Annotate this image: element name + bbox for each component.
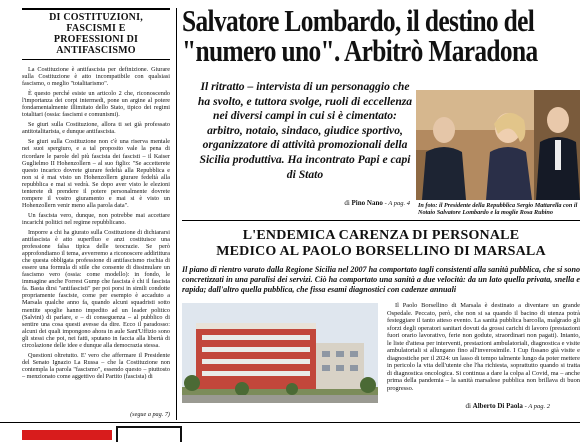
byline-author: Pino Nano [351,199,383,207]
left-paragraph: Questioni oltretutto. E' vero che affermare il Presidente del Senato Ignazio La Russa – che la Costituzione non contempla la parola "fascismo", essendo questo – piuttosto – menzionato come aggettivo del Partito (fascista) di [22,351,170,380]
byline-author: Alberto Di Paola [472,402,523,410]
left-heading-line: FASCISMI E [66,23,126,34]
hospital-illustration [182,303,378,403]
left-paragraph: Se giuri sulla Costituzione, allora ti sei già professato antitotalitarista, e dunque antifascista. [22,121,170,136]
main-byline [250,199,410,207]
byline-page-ref[interactable]: - A pag. 4 [384,200,410,207]
section2-headline-line: L'ENDEMICA CARENZA DI PERSONALE [242,228,520,243]
left-paragraph: Imporre a chi ha giurato sulla Costituzione di dichiararsi antifascista è atto superfluo e anzi costituisce una professione falsa tipica delle teocrazie. Se però approfondiamo il tema, avverremo a riconoscere addirittura che questa obbligata professione di antifascismo rischia di essere una formula di stile che consente di dissimulare un fascismo vero (ossia: come modello): in fondo, le immagine anche Forrest Gump che fascista è chi il fascista fa. Basta dirsi "antifascisti" per poi porsi in simili condotte propriamente fasciste, come per esempio è accaduto a Marsala qualche anno fa, quando alcuni squadristi sotto mentite spoglie hanno impedito ad un leader politico (Salvini) di parlare, e – di conseguenza – al pubblico di sentire una cosa questi avesse da dire. Ecco il paradosso: alcuni dei quali impongono ahora in aule Sant'Uffizio sono gli stessi che poi, nei fatti, sputano in faccia alla libertà di circolazione delle idee e dunque alla democrazia stessa. [22,228,170,349]
section2-body [387,302,580,392]
headline-line: Salvatore Lombardo, il destino del [182,3,535,38]
left-heading-line: PROFESSIONI DI [53,34,139,45]
continued-link[interactable]: (segue a pag. 7) [130,411,170,418]
section2-byline [380,402,550,410]
left-column-article [22,8,170,420]
byline-page-ref[interactable]: - A pag. 2 [524,403,550,410]
left-article-heading [22,8,170,60]
main-headline[interactable] [182,3,538,68]
left-paragraph: La Costituzione è antifascista per definizione. Giurare sulla Costituzione è atto incompatibile con qualsiasi fascismo, o meglio "totalitarismo". [22,66,170,88]
left-paragraph: È questo perché esiste un articolo 2 che, riconoscendo l'importanza dei corpi intermedi, pone un argine al potere fondamentalmente illimitato dello Stato, tipico dei regimi totalitari (ossia: fascismi e comunismi). [22,90,170,119]
photo-hospital [182,303,378,403]
section-divider [182,220,580,221]
section2-headline[interactable] [182,228,580,259]
column-divider [176,8,177,420]
section2-paragraph: Il Paolo Borsellino di Marsala è destinato a diventare un grande Ospedale. Peccato, però, che non si sa quando il bacino di utenza potrà festeggiare il tanto atteso evento. La sanità pubblica barcolla, malgrado gli sforzi degli operatori sanitari dovuti da grossi carichi di lavoro (prestazioni fuori orario lavorativo, ferie non godute, straordinari non pagati). Intanto, le liste d'attesa per interventi, prestazioni ambulatoriali, diagnostica e visite ambulatoriali si allungano fino all'inverosimile. I Cup fissano già visite e diagnostiche per il 2024: un lasso di tempo talmente lungo da poter mettere in pericolo la vita dell'utente che l'ha richiesta, soprattutto quando si tratta di diagnostica oncologica. Si continua a dare la colpa al Covid, ma – anche prima della pandemia – la sanità marsalese pubblica non brillava di buon progresso. [387,302,580,392]
section2-deck: Il piano di rientro varato dalla Regione Sicilia nel 2007 ha comportato tagli consistenti alla sanità pubblica, che si sono concretizzati in una paralisi dei servizi. Ciò ha comportato una sanità a due velocità: da un lato quella privata, snella e rapida; dall'altro quella pubblica, che fissa esami diagnostici con cadenze annuali [182,265,580,295]
photo1-caption: In foto: il Presidente della Repubblica Sergio Mattarella con il Notaio Salvatore Lombardo e la moglie Rosa Rubino [418,202,578,217]
byline-prefix: di [465,402,471,410]
section2-headline-line: MEDICO AL PAOLO BORSELLINO DI MARSALA [216,243,546,259]
left-paragraph: Se giuri sulla Costituzione non c'è una riserva mentale nei suoi spergiuro, e a tal proposito vale la pena di ricordare le parole del più fascista dei fascisti – il Kaiser Guglielmo II Hohenzollern – al suo figlio: "Se accetterete questo incarico dovrete giurare fedeltà alla Repubblica e non si è mai visto un Hohenzollern giurare fedeltà alla repubblica e mai si vedrà. Se dopo aver visto le elezioni tenterete di prendere il potere personalmente dovrete rompere il vostro giuramento e mai si è visto un Hohenzollern venir meno alla parola data". [22,138,170,209]
byline-prefix: di [344,199,350,207]
left-heading-line: ANTIFASCISMO [56,45,136,56]
photo-mattarella-lombardo [416,90,580,200]
left-continued-wrap [22,411,170,418]
photo-illustration [416,90,580,200]
left-heading-line: DI COSTITUZIONI, [49,12,143,23]
main-deck: Il ritratto – intervista di un personaggio che ha svolto, e tuttora svolge, ruoli di eccellenza nei diversi campi in cui si è cimentato: arbitro, notaio, sindaco, giudice sportivo, organizzatore di attività promozionali della Sicilia produttiva. Ha incontrato Papi e capi di Stato [197,80,413,181]
headline-line: "numero uno". Arbitrò Maradona [182,33,538,68]
bottom-red-banner [22,430,112,440]
left-paragraph: Un fascista vero, dunque, non potrebbe mai accettare incarichi politici nel regime repubblicano. [22,211,170,226]
